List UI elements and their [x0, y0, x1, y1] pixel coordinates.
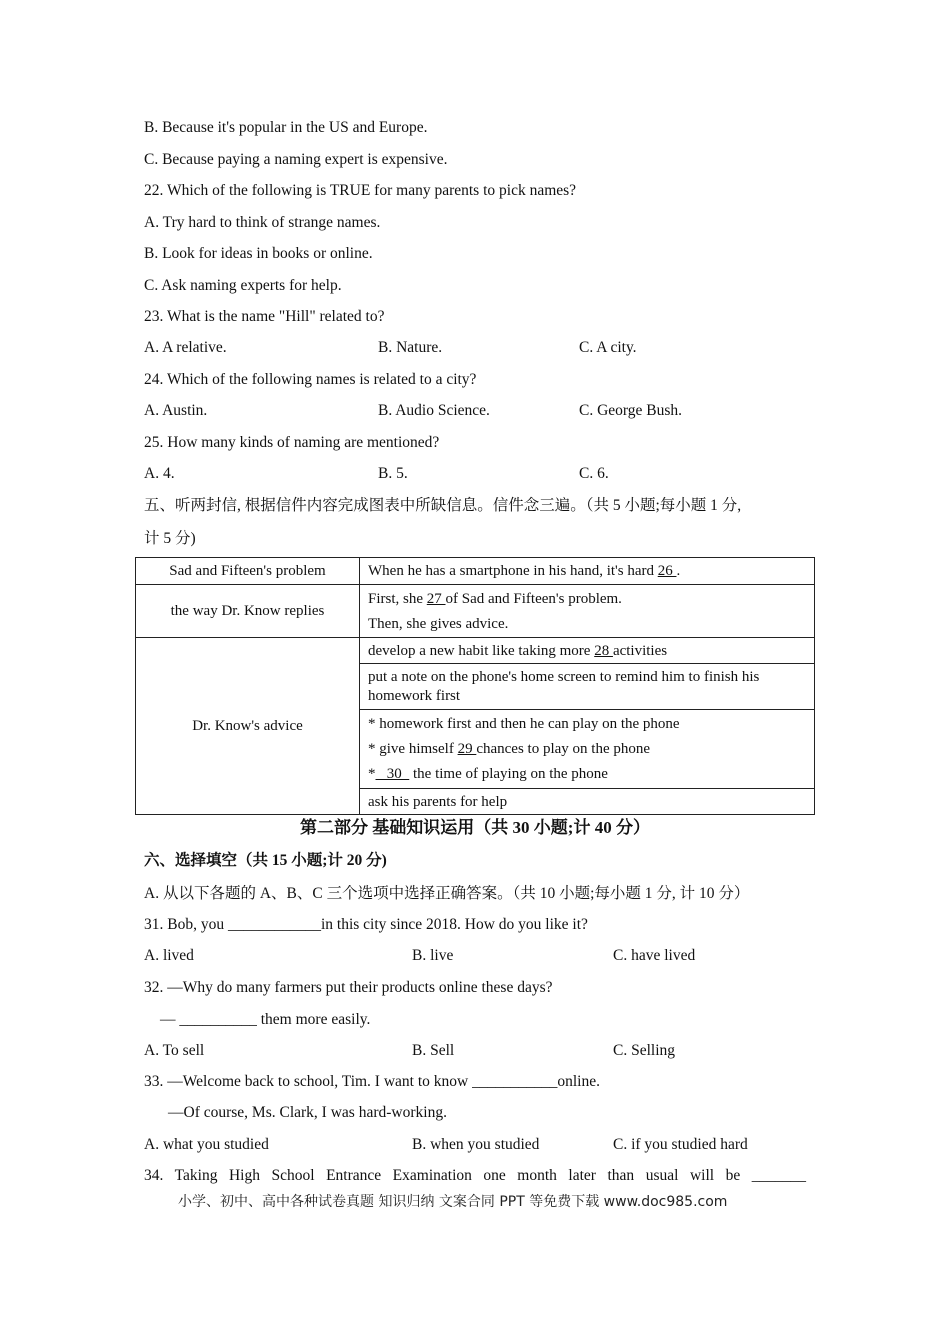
q32-response: — __________ them more easily. [160, 1011, 371, 1028]
table-cell-advice-note: put a note on the phone's home screen to remind him to finish his homework first [360, 664, 815, 710]
q21-option-c: C. Because paying a naming expert is expensive. [144, 151, 448, 168]
section6-instruction-a: A. 从以下各题的 A、B、C 三个选项中选择正确答案。（共 10 小题;每小题 1 分, 计 10 分） [144, 885, 750, 902]
table-cell-reply: First, she 27 of Sad and Fifteen's problem. Then, she gives advice. [360, 585, 815, 638]
blank-28: 28 [594, 642, 613, 659]
q32-stem: 32. —Why do many farmers put their products online these days? [144, 979, 553, 996]
q33-response: —Of course, Ms. Clark, I was hard-working. [168, 1104, 447, 1121]
q23-option-a: A. A relative. [144, 339, 227, 356]
q22-stem: 22. Which of the following is TRUE for many parents to pick names? [144, 182, 577, 199]
q25-option-c: C. 6. [579, 465, 609, 482]
q24-option-b: B. Audio Science. [378, 402, 490, 419]
q33-stem: 33. —Welcome back to school, Tim. I want to know ___________online. [144, 1073, 600, 1090]
q33-option-c: C. if you studied hard [613, 1136, 748, 1153]
q24-option-a: A. Austin. [144, 402, 208, 419]
table-cell-advice-habit: develop a new habit like taking more 28 activities [360, 638, 815, 664]
q33-option-a: A. what you studied [144, 1136, 269, 1153]
section5-instruction-cont: 计 5 分) [144, 530, 196, 547]
q33-option-b: B. when you studied [412, 1136, 540, 1153]
q23-option-c: C. A city. [579, 339, 637, 356]
q23-stem: 23. What is the name "Hill" related to? [144, 308, 385, 325]
table-cell-advice-parents: ask his parents for help [360, 789, 815, 815]
q31-option-c: C. have lived [613, 947, 696, 964]
table-cell-advice-list: * homework first and then he can play on the phone * give himself 29 chances to play on the phone * 30 the time of playing on the phone [360, 710, 815, 789]
q32-option-b: B. Sell [412, 1042, 455, 1059]
q22-option-a: A. Try hard to think of strange names. [144, 214, 381, 231]
q32-option-a: A. To sell [144, 1042, 205, 1059]
q21-option-b: B. Because it's popular in the US and Europe. [144, 119, 428, 136]
q31-option-a: A. lived [144, 947, 194, 964]
table-label-reply: the way Dr. Know replies [136, 585, 360, 638]
section5-instruction: 五、听两封信, 根据信件内容完成图表中所缺信息。信件念三遍。（共 5 小题;每小题 1 分, [144, 497, 742, 514]
q22-option-b: B. Look for ideas in books or online. [144, 245, 373, 262]
table-label-problem: Sad and Fifteen's problem [136, 558, 360, 585]
info-table [135, 557, 815, 815]
q23-option-b: B. Nature. [378, 339, 443, 356]
part2-heading: 第二部分 基础知识运用（共 30 小题;计 40 分） [300, 818, 650, 837]
table-label-advice: Dr. Know's advice [136, 638, 360, 815]
q25-option-a: A. 4. [144, 465, 175, 482]
footer-advert: 小学、初中、高中各种试卷真题 知识归纳 文案合同 PPT 等免费下载 www.doc985.com [178, 1194, 728, 1210]
blank-26: 26 [657, 563, 677, 579]
q34-stem: 34. Taking High School Entrance Examination one month later than usual will be _______ [144, 1167, 806, 1184]
q22-option-c: C. Ask naming experts for help. [144, 277, 342, 294]
q24-stem: 24. Which of the following names is related to a city? [144, 371, 477, 388]
blank-27: 27 [426, 590, 446, 607]
blank-30: 30 [375, 766, 410, 782]
blank-29: 29 [457, 741, 477, 757]
q31-option-b: B. live [412, 947, 454, 964]
q25-option-b: B. 5. [378, 465, 408, 482]
q25-stem: 25. How many kinds of naming are mentioned? [144, 434, 440, 451]
q31-stem: 31. Bob, you ____________in this city since 2018. How do you like it? [144, 916, 588, 933]
section6-title: 六、选择填空（共 15 小题;计 20 分) [144, 852, 387, 869]
q24-option-c: C. George Bush. [579, 402, 683, 419]
table-cell-problem: When he has a smartphone in his hand, it's hard 26 . [360, 558, 815, 585]
q32-option-c: C. Selling [613, 1042, 676, 1059]
